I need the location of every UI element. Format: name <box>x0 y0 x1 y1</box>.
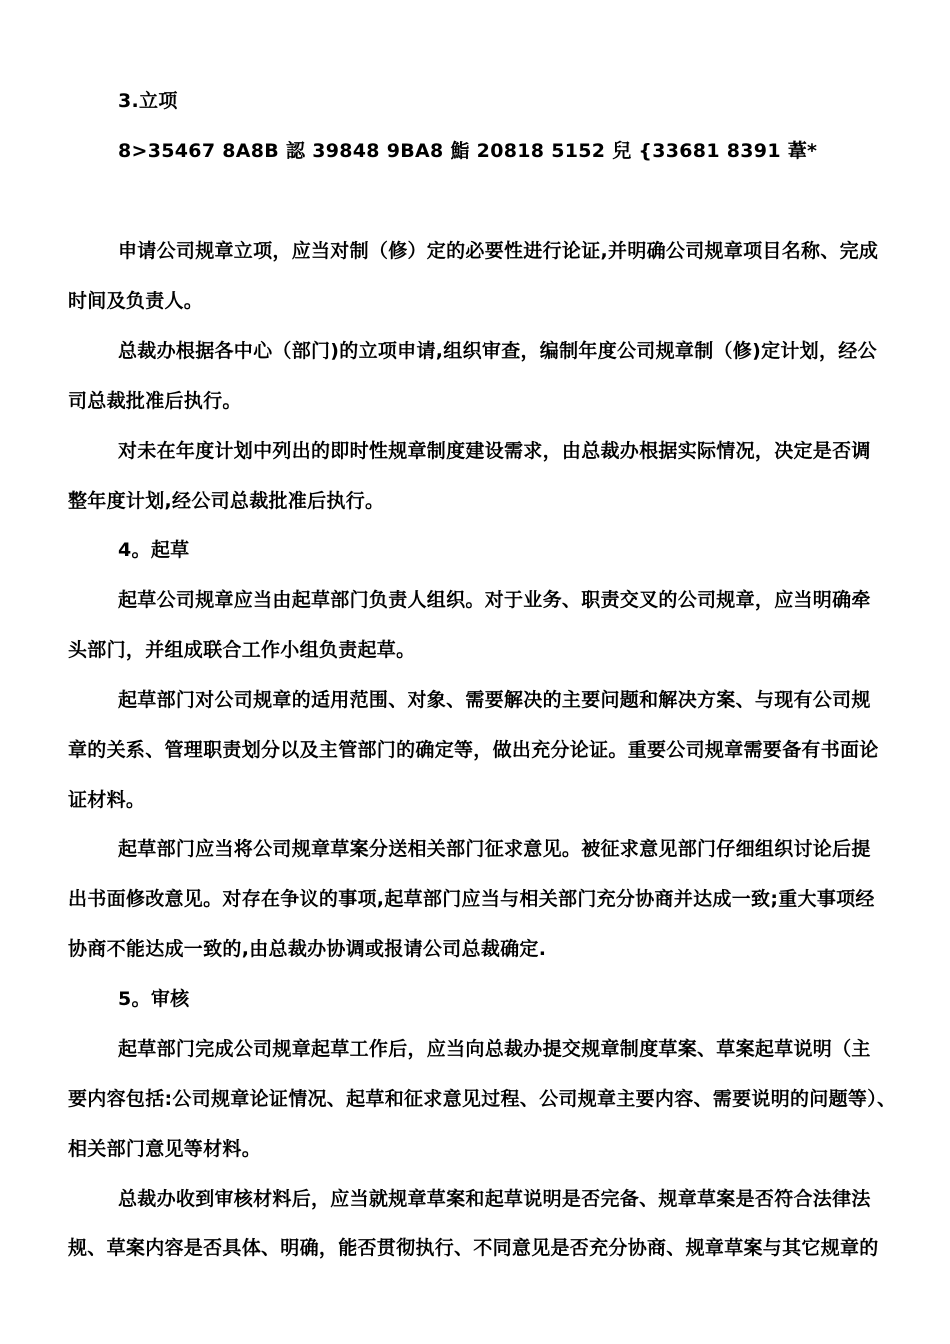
garbled-text-line: 8>35467 8A8B 認 39848 9BA8 鮨 20818 5152 兒 {33681 8391 葦* <box>118 140 818 162</box>
paragraph-line: 起草部门应当将公司规章草案分送相关部门征求意见。被征求意见部门仔细组织讨论后提 <box>118 838 871 860</box>
paragraph-line: 起草部门对公司规章的适用范围、对象、需要解决的主要问题和解决方案、与现有公司规 <box>118 689 871 711</box>
paragraph-line: 申请公司规章立项，应当对制（修）定的必要性进行论证,并明确公司规章项目名称、完成 <box>118 240 879 262</box>
paragraph-line: 起草公司规章应当由起草部门负责人组织。对于业务、职责交叉的公司规章，应当明确牵 <box>118 589 871 611</box>
paragraph-line: 章的关系、管理职责划分以及主管部门的确定等，做出充分论证。重要公司规章需要备有书面论 <box>68 739 879 761</box>
section-heading-approval: 3.立项 <box>118 90 178 112</box>
paragraph-line: 要内容包括:公司规章论证情况、起草和征求意见过程、公司规章主要内容、需要说明的问题等）、 <box>68 1088 897 1110</box>
paragraph-line: 时间及负责人。 <box>68 290 204 312</box>
paragraph-line: 总裁办收到审核材料后，应当就规章草案和起草说明是否完备、规章草案是否符合法律法 <box>118 1188 871 1210</box>
section-heading-review: 5。审核 <box>118 988 190 1010</box>
paragraph-line: 总裁办根据各中心（部门)的立项申请,组织审查，编制年度公司规章制（修)定计划，经公 <box>118 340 877 362</box>
paragraph-line: 规、草案内容是否具体、明确，能否贯彻执行、不同意见是否充分协商、规章草案与其它规章的 <box>68 1237 879 1259</box>
paragraph-line: 头部门，并组成联合工作小组负责起草。 <box>68 639 416 661</box>
paragraph-line: 起草部门完成公司规章起草工作后，应当向总裁办提交规章制度草案、草案起草说明（主 <box>118 1038 871 1060</box>
paragraph-line: 相关部门意见等材料。 <box>68 1138 262 1160</box>
section-heading-drafting: 4。起草 <box>118 539 190 561</box>
paragraph-line: 司总裁批准后执行。 <box>68 390 242 412</box>
paragraph-line: 协商不能达成一致的,由总裁办协调或报请公司总裁确定. <box>68 938 547 960</box>
paragraph-line: 出书面修改意见。对存在争议的事项,起草部门应当与相关部门充分协商并达成一致;重大事项经 <box>68 888 875 910</box>
paragraph-line: 证材料。 <box>68 789 146 811</box>
paragraph-line: 整年度计划,经公司总裁批准后执行。 <box>68 490 385 512</box>
paragraph-line: 对未在年度计划中列出的即时性规章制度建设需求，由总裁办根据实际情况，决定是否调 <box>118 440 871 462</box>
